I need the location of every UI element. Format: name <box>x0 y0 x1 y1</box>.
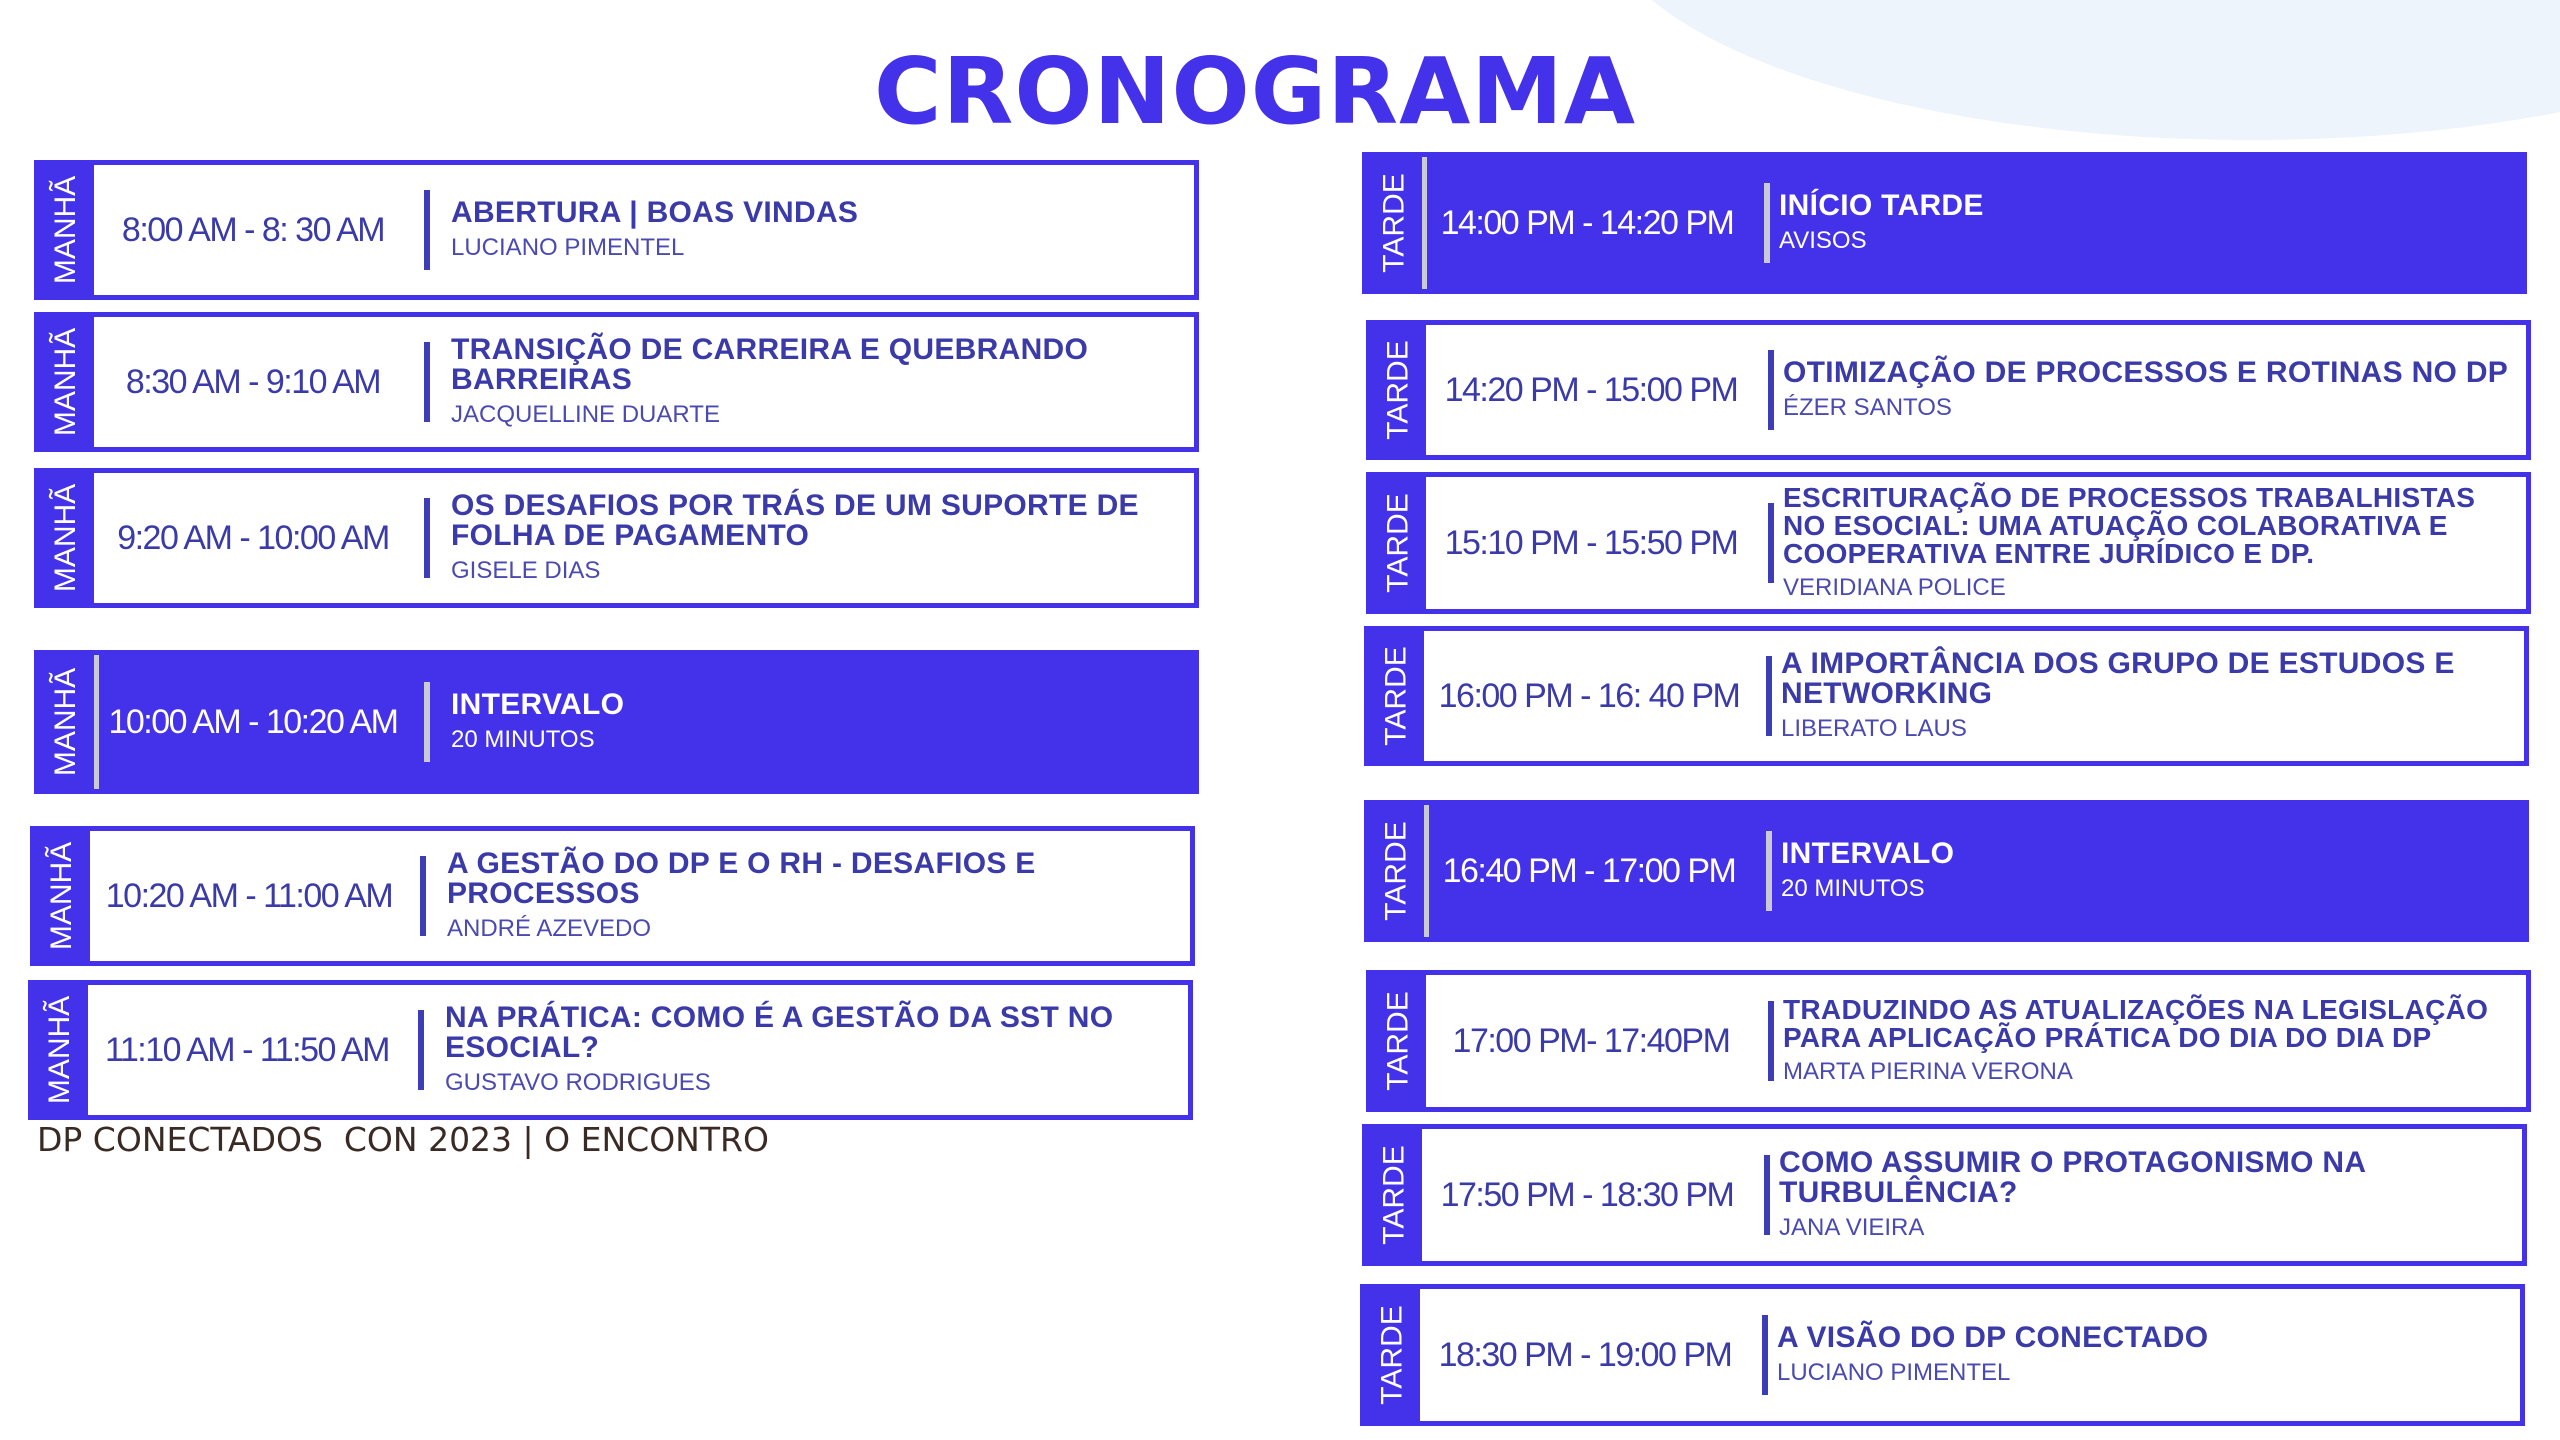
afternoon-session-card <box>1364 800 2529 942</box>
session-note: AVISOS <box>1779 227 1867 254</box>
session-title: ESCRITURAÇÃO DE PROCESSOS TRABALHISTAS NO ESOCIAL: UMA ATUAÇÃO COLABORATIVA E COOPERATIVA ENTRE JURÍDICO E DP. <box>1783 482 2476 569</box>
session-details <box>1781 631 2518 761</box>
session-details <box>451 473 1188 603</box>
afternoon-session-card <box>1366 970 2531 1112</box>
divider-bar <box>1766 656 1772 736</box>
speaker-name: LIBERATO LAUS <box>1781 715 1967 742</box>
afternoon-session-card <box>1366 320 2531 460</box>
period-label <box>1367 1129 1422 1261</box>
session-time: 10:00 AM - 10:20 AM <box>108 702 398 741</box>
speaker-name: LUCIANO PIMENTEL <box>451 234 685 261</box>
afternoon-session-card <box>1360 1284 2525 1426</box>
period-label <box>1371 975 1426 1107</box>
afternoon-session-card <box>1366 472 2531 614</box>
session-details <box>1779 1129 2516 1261</box>
morning-session-card <box>30 826 1195 966</box>
period-text: MANHÃ <box>49 327 83 437</box>
period-label <box>1369 631 1424 761</box>
session-time: 17:00 PM- 17:40PM <box>1452 1021 1730 1060</box>
period-label <box>33 985 88 1115</box>
session-details <box>445 985 1182 1115</box>
period-text: TARDE <box>1379 646 1413 746</box>
session-time: 14:00 PM - 14:20 PM <box>1440 203 1734 242</box>
speaker-name: GISELE DIAS <box>451 557 601 584</box>
session-title: INTERVALO <box>451 688 625 721</box>
divider-bar <box>1768 1001 1774 1081</box>
session-details <box>1781 805 2518 937</box>
divider-bar <box>424 682 430 762</box>
period-label <box>1367 157 1427 289</box>
period-label <box>39 165 94 295</box>
event-footer: DP CONECTADOS CON 2023 | O ENCONTRO <box>37 1120 769 1159</box>
session-time: 9:20 AM - 10:00 AM <box>117 518 389 557</box>
period-text: MANHÃ <box>49 175 83 285</box>
divider-bar <box>1766 831 1772 911</box>
session-time: 8:00 AM - 8: 30 AM <box>121 210 385 249</box>
afternoon-session-card <box>1364 626 2529 766</box>
session-time: 16:00 PM - 16: 40 PM <box>1438 676 1740 715</box>
divider-bar <box>424 498 430 578</box>
morning-session-card <box>34 650 1199 794</box>
period-label <box>39 473 94 603</box>
afternoon-session-card <box>1362 1124 2527 1266</box>
session-details <box>1783 325 2520 455</box>
period-text: TARDE <box>1381 493 1415 593</box>
divider-bar <box>418 1010 424 1090</box>
session-title: OS DESAFIOS POR TRÁS DE UM SUPORTE DE FOLHA DE PAGAMENTO <box>451 489 1139 552</box>
divider-bar <box>1764 1155 1770 1235</box>
session-title: OTIMIZAÇÃO DE PROCESSOS E ROTINAS NO DP <box>1783 356 2509 389</box>
speaker-name: MARTA PIERINA VERONA <box>1783 1058 2073 1085</box>
session-title: A VISÃO DO DP CONECTADO <box>1777 1321 2209 1354</box>
morning-session-card <box>34 160 1199 300</box>
period-label <box>1365 1289 1420 1421</box>
session-details <box>447 831 1184 961</box>
period-text: TARDE <box>1381 340 1415 440</box>
session-details <box>451 165 1188 295</box>
speaker-name: LUCIANO PIMENTEL <box>1777 1359 2011 1386</box>
period-text: MANHÃ <box>43 995 77 1105</box>
divider-bar <box>424 342 430 422</box>
session-time: 11:10 AM - 11:50 AM <box>105 1030 389 1069</box>
session-title: TRADUZINDO AS ATUALIZAÇÕES NA LEGISLAÇÃO PARA APLICAÇÃO PRÁTICA DO DIA DO DIA DP <box>1783 994 2489 1053</box>
session-title: ABERTURA | BOAS VINDAS <box>451 196 859 229</box>
divider-bar <box>424 190 430 270</box>
page-title: CRONOGRAMA <box>873 38 1637 145</box>
session-details <box>1783 975 2520 1107</box>
divider-bar <box>420 856 426 936</box>
period-text: MANHÃ <box>49 667 83 777</box>
morning-session-card <box>34 312 1199 452</box>
session-details <box>1777 1289 2514 1421</box>
session-time: 10:20 AM - 11:00 AM <box>105 876 393 915</box>
period-label <box>39 317 94 447</box>
period-label <box>1371 325 1426 455</box>
period-text: TARDE <box>1381 991 1415 1091</box>
session-title: NA PRÁTICA: COMO É A GESTÃO DA SST NO ESOCIAL? <box>445 1001 1114 1064</box>
speaker-name: ÉZER SANTOS <box>1783 394 1952 421</box>
divider-bar <box>1768 350 1774 430</box>
session-details <box>1779 157 2516 289</box>
morning-session-card <box>34 468 1199 608</box>
session-time: 17:50 PM - 18:30 PM <box>1440 1175 1734 1214</box>
speaker-name: JACQUELLINE DUARTE <box>451 401 720 428</box>
period-text: MANHÃ <box>49 483 83 593</box>
session-details <box>1783 477 2520 609</box>
speaker-name: GUSTAVO RODRIGUES <box>445 1069 711 1096</box>
divider-bar <box>1764 183 1770 263</box>
divider-bar <box>1762 1315 1768 1395</box>
period-label <box>1371 477 1426 609</box>
morning-session-card <box>28 980 1193 1120</box>
period-text: TARDE <box>1377 173 1411 273</box>
session-time: 14:20 PM - 15:00 PM <box>1444 370 1738 409</box>
session-time: 16:40 PM - 17:00 PM <box>1442 851 1736 890</box>
afternoon-session-card <box>1362 152 2527 294</box>
period-text: TARDE <box>1375 1305 1409 1405</box>
session-note: 20 MINUTOS <box>1781 875 1925 902</box>
session-time: 15:10 PM - 15:50 PM <box>1444 523 1738 562</box>
session-title: A GESTÃO DO DP E O RH - DESAFIOS E PROCESSOS <box>447 847 1036 910</box>
period-label <box>35 831 90 961</box>
session-details <box>451 655 1188 789</box>
speaker-name: JANA VIEIRA <box>1779 1214 1925 1241</box>
speaker-name: VERIDIANA POLICE <box>1783 574 2006 601</box>
period-text: TARDE <box>1379 821 1413 921</box>
session-title: COMO ASSUMIR O PROTAGONISMO NA TURBULÊNCIA? <box>1779 1146 2366 1209</box>
session-note: 20 MINUTOS <box>451 726 595 753</box>
period-label <box>39 655 99 789</box>
period-label <box>1369 805 1429 937</box>
period-text: TARDE <box>1377 1145 1411 1245</box>
session-title: TRANSIÇÃO DE CARREIRA E QUEBRANDO BARREIRAS <box>451 333 1089 396</box>
speaker-name: ANDRÉ AZEVEDO <box>447 915 652 942</box>
session-title: INÍCIO TARDE <box>1779 189 1984 222</box>
session-title: A IMPORTÂNCIA DOS GRUPO DE ESTUDOS E NETWORKING <box>1781 647 2455 710</box>
session-title: INTERVALO <box>1781 837 1955 870</box>
period-text: MANHÃ <box>45 841 79 951</box>
session-details <box>451 317 1188 447</box>
divider-bar <box>1768 503 1774 583</box>
session-time: 8:30 AM - 9:10 AM <box>125 362 381 401</box>
session-time: 18:30 PM - 19:00 PM <box>1438 1335 1732 1374</box>
